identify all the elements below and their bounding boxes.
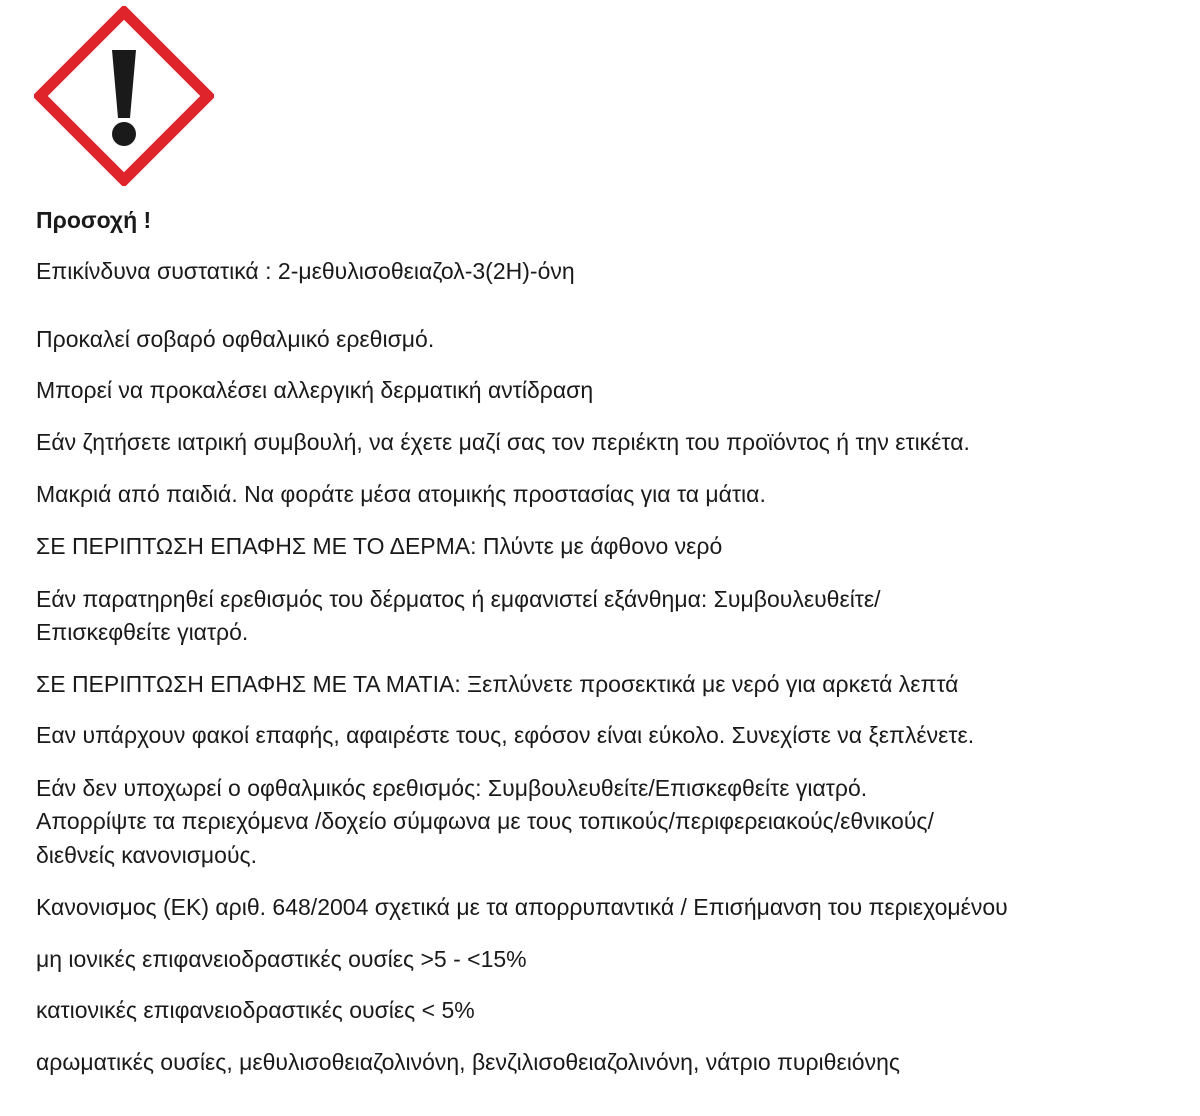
statement-skin-reaction: Μπορεί να προκαλέσει αλλεργική δερματική αντίδραση [36,377,594,403]
statement-contact-lenses: Εαν υπάρχουν φακοί επαφής, αφαιρέστε τους, εφόσον είναι εύκολο. Συνεχίστε να ξεπλένετε. [36,722,975,748]
statement-skin-rash: Εάν παρατηρηθεί ερεθισμός του δέρματος ή εμφανιστεί εξάνθημα: Συμβουλευθείτε/ [36,586,881,612]
statement-medical-advice: Εάν ζητήσετε ιατρική συμβουλή, να έχετε μαζί σας τον περιέκτη του προϊόντος ή την ετικέτα. [36,429,970,455]
ghs-warning-pictogram [34,6,214,186]
statement-eye-irritation: Προκαλεί σοβαρό οφθαλμικό ερεθισμό. [36,326,435,352]
regulation-note: Κανονισμος (ΕΚ) αριθ. 648/2004 σχετικά με τα απορρυπαντικά / Επισήμανση του περιεχομένου [36,894,1008,920]
statement-skin-contact: ΣΕ ΠΕΡΙΠΤΩΣΗ ΕΠΑΦΗΣ ΜΕ ΤΟ ΔΕΡΜΑ: Πλύντε με άφθονο νερό [36,533,723,559]
statement-eye-contact: ΣΕ ΠΕΡΙΠΤΩΣΗ ΕΠΑΦΗΣ ΜΕ ΤΑ ΜΑΤΙΑ: Ξεπλύνετε προσεκτικά με νερό για αρκετά λεπτά [36,671,959,697]
warning-heading: Προσοχή ! [36,207,152,233]
composition-other: αρωματικές ουσίες, μεθυλισοθειαζολινόνη, βενζιλισοθειαζολινόνη, νάτριο πυριθειόνης [36,1049,900,1075]
statement-dispose-cont: διεθνείς κανονισμούς. [36,842,258,868]
statement-skin-rash-cont: Επισκεφθείτε γιατρό. [36,619,249,645]
composition-nonionic: μη ιονικές επιφανειοδραστικές ουσίες >5 - <15% [36,946,527,972]
statement-eye-persist: Εάν δεν υποχωρεί ο οφθαλμικός ερεθισμός: Συμβουλευθείτε/Επισκεφθείτε γιατρό. [36,775,868,801]
statement-keep-away: Μακριά από παιδιά. Να φοράτε μέσα ατομικής προστασίας για τα μάτια. [36,481,766,507]
exclamation-mark-icon [34,6,214,186]
hazardous-ingredients: Επικίνδυνα συστατικά : 2-μεθυλισοθειαζολ-3(2H)-όνη [36,258,575,284]
statement-dispose: Απορρίψτε τα περιεχόμενα /δοχείο σύμφωνα με τους τοπικούς/περιφερειακούς/εθνικούς/ [36,808,934,834]
composition-cationic: κατιονικές επιφανειοδραστικές ουσίες < 5% [36,997,475,1023]
